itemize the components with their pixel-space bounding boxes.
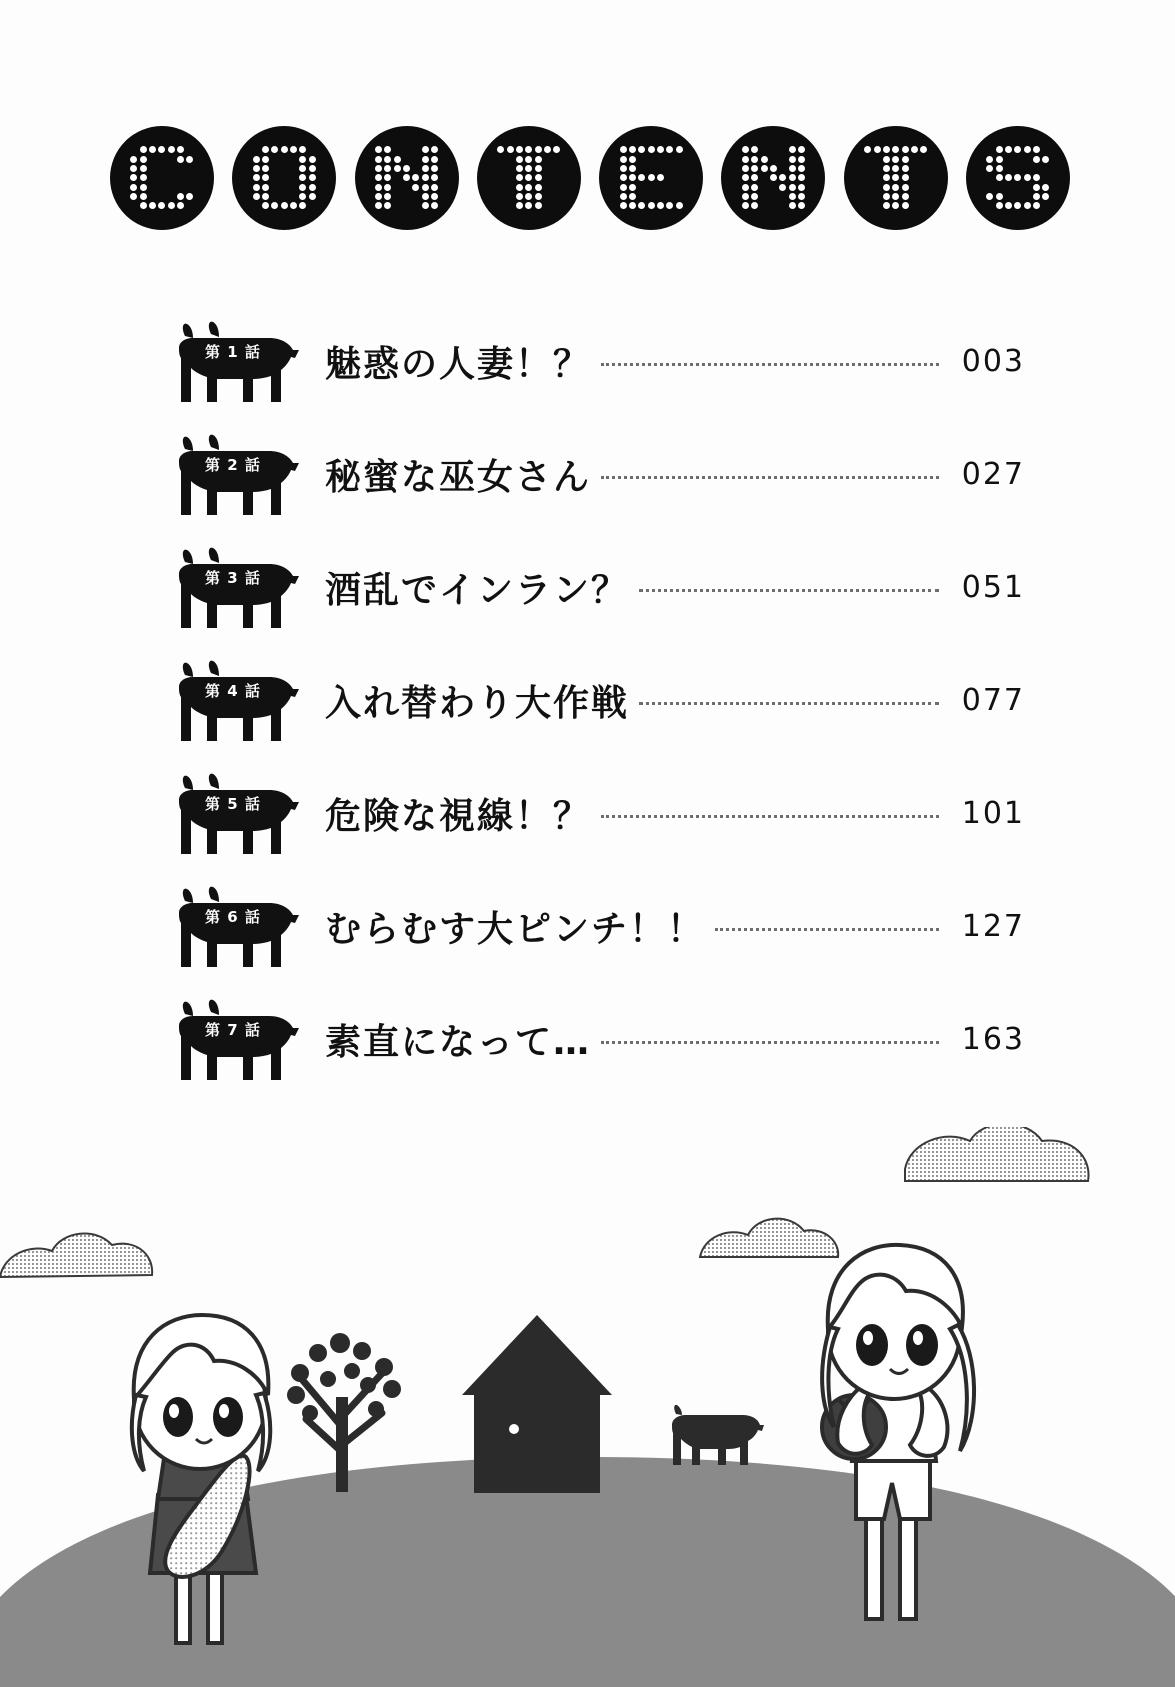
toc-entry-title: 酒乱でインラン？ — [325, 570, 630, 611]
chapter-number-badge: 第 6 話 — [205, 908, 261, 926]
toc-leader-dots — [601, 799, 939, 818]
toc-entry-page: 127 — [961, 909, 1025, 944]
cloud-right-small — [700, 1219, 838, 1257]
title-letter-n1 — [355, 126, 459, 230]
toc-entry-title: むらむす大ピンチ！！ — [325, 909, 706, 950]
toc-entry-page: 077 — [961, 683, 1025, 718]
toc-leader-dots — [639, 573, 939, 592]
toc-entry[interactable] — [165, 418, 1025, 531]
toc-entry[interactable] — [165, 870, 1025, 983]
chapter-number-badge: 第 3 話 — [205, 569, 261, 587]
toc-entry[interactable] — [165, 757, 1025, 870]
bottom-illustration — [0, 1127, 1175, 1687]
toc-entry[interactable] — [165, 531, 1025, 644]
toc-entry-page: 027 — [961, 457, 1025, 492]
title-letter-o — [232, 126, 336, 230]
cloud-right-large — [905, 1127, 1089, 1181]
toc-leader-dots — [601, 460, 939, 479]
cloud-left — [0, 1234, 152, 1277]
toc-leader-dots — [601, 1025, 939, 1044]
toc-entry-page: 051 — [961, 570, 1025, 605]
toc-entry[interactable] — [165, 644, 1025, 757]
barn-house — [462, 1315, 612, 1493]
chapter-number-badge: 第 7 話 — [205, 1021, 261, 1039]
title-letter-n2 — [721, 126, 825, 230]
toc-entry-title: 魅惑の人妻！？ — [325, 344, 592, 385]
toc-entry-title: 危険な視線！？ — [325, 796, 592, 837]
toc-entry-page: 003 — [961, 344, 1025, 379]
title-letter-t2 — [844, 126, 948, 230]
table-of-contents — [165, 305, 1025, 1096]
toc-leader-dots — [601, 347, 939, 366]
chapter-number-badge: 第 2 話 — [205, 456, 261, 474]
title-letter-e — [599, 126, 703, 230]
chapter-number-badge: 第 1 話 — [205, 343, 261, 361]
toc-entry-title: 秘蜜な巫女さん — [325, 457, 592, 498]
toc-entry[interactable] — [165, 305, 1025, 418]
chapter-number-badge: 第 4 話 — [205, 682, 261, 700]
toc-entry-page: 163 — [961, 1022, 1025, 1057]
toc-entry-page: 101 — [961, 796, 1025, 831]
toc-entry[interactable] — [165, 983, 1025, 1096]
toc-leader-dots — [639, 686, 939, 705]
toc-entry-title: 素直になって… — [325, 1022, 592, 1063]
toc-leader-dots — [715, 912, 939, 931]
toc-entry-title: 入れ替わり大作戦 — [325, 683, 630, 724]
title-letter-c — [110, 126, 214, 230]
title-letter-t1 — [477, 126, 581, 230]
chapter-number-badge: 第 5 話 — [205, 795, 261, 813]
title-letter-s — [966, 126, 1070, 230]
grazing-cow — [672, 1405, 764, 1465]
page-title — [110, 118, 1070, 238]
